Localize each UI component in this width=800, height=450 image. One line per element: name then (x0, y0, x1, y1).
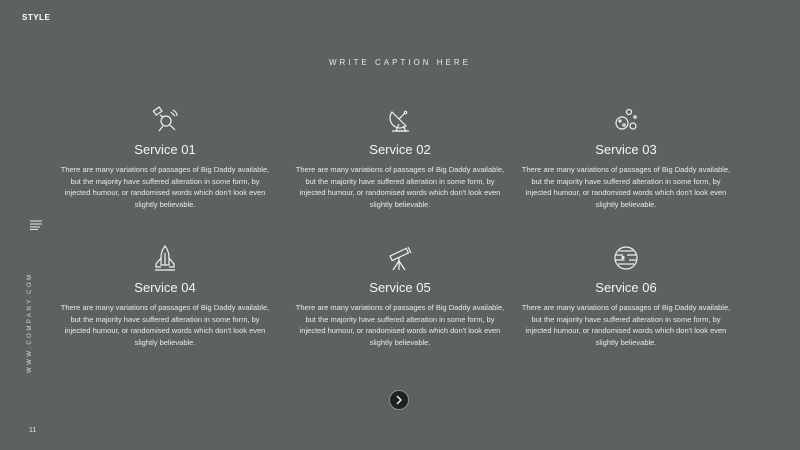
service-description: There are many variations of passages of Big Daddy available, but the majority have suffered alteration in some form, by injected humour, or randomised words which don't look even slightly believable. (521, 165, 731, 209)
service-card (295, 106, 505, 210)
service-title: Service 04 (134, 280, 196, 295)
service-title: Service 03 (595, 142, 657, 157)
service-card (60, 106, 270, 210)
telescope-icon (386, 244, 414, 272)
service-description: There are many variations of passages of Big Daddy available, but the majority have suffered alteration in some form, by injected humour, or randomised words which don't look even slightly believable. (60, 303, 270, 347)
planets-icon (612, 106, 640, 134)
service-description: There are many variations of passages of Big Daddy available, but the majority have suffered alteration in some form, by injected humour, or randomised words which don't look even slightly believable. (295, 303, 505, 347)
chevron-right-icon (395, 395, 403, 405)
page-number: 11 (29, 427, 37, 434)
service-description: There are many variations of passages of Big Daddy available, but the majority have suffered alteration in some form, by injected humour, or randomised words which don't look even slightly believable. (521, 303, 731, 347)
service-title: Service 02 (369, 142, 431, 157)
satellite-icon (151, 106, 179, 134)
brand-label: STYLE (22, 13, 51, 22)
planet-icon (612, 244, 640, 272)
satellite-dish-icon (386, 106, 414, 134)
service-title: Service 05 (369, 280, 431, 295)
space-shuttle-icon (151, 244, 179, 272)
service-card (521, 106, 731, 210)
next-button[interactable] (389, 390, 409, 410)
service-title: Service 01 (134, 142, 196, 157)
caption-heading: WRITE CAPTION HERE (328, 58, 471, 67)
service-description: There are many variations of passages of Big Daddy available, but the majority have suffered alteration in some form, by injected humour, or randomised words which don't look even slightly believable. (60, 165, 270, 209)
service-title: Service 06 (595, 280, 657, 295)
service-description: There are many variations of passages of Big Daddy available, but the majority have suffered alteration in some form, by injected humour, or randomised words which don't look even slightly believable. (295, 165, 505, 209)
service-card (295, 244, 505, 348)
service-card (60, 244, 270, 348)
service-card (521, 244, 731, 348)
website-label: WWW.COMPANY.COM (27, 272, 33, 373)
